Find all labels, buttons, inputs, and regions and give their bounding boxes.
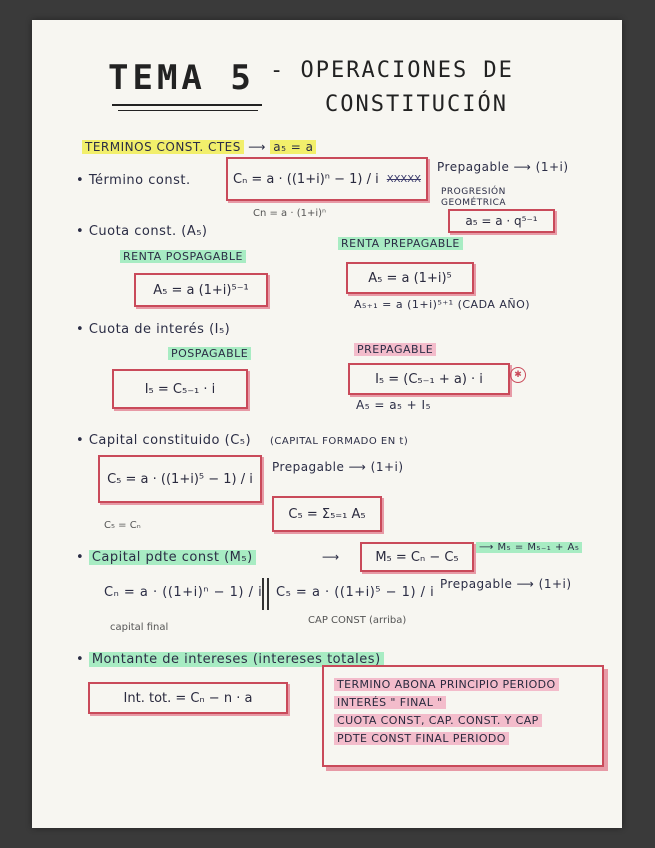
progresion-box	[448, 209, 555, 233]
montante-label: Montante de intereses (intereses totales)	[89, 652, 384, 667]
interes-pospagable-formula: I₅ = C₅₋₁ · i	[144, 381, 216, 397]
star-mark: ✱	[510, 367, 526, 383]
terms-formula: a₅ = a	[270, 140, 316, 154]
summary-line-4: PDTE CONST FINAL PERIODO	[334, 732, 509, 745]
progresion-formula: a₅ = a · q⁵⁻¹	[465, 214, 538, 228]
interes-extra: A₅ = a₅ + I₅	[356, 398, 431, 412]
termino-const-label: • Término const.	[76, 173, 191, 188]
montante-formula: Int. tot. = Cₙ − n · a	[123, 690, 253, 706]
interes-pospagable-label: POSPAGABLE	[168, 347, 251, 360]
title-main: TEMA 5	[108, 58, 255, 98]
crossed-out-text: XXXXX	[386, 173, 421, 185]
capital-const-note: (CAPITAL FORMADO EN t)	[270, 436, 409, 447]
capital-pdte-prepagable: Prepagable ⟶ (1+i)	[440, 577, 572, 591]
capital-const-under: C₅ = Cₙ	[104, 520, 141, 531]
capital-pdte-recurrence: ⟶ M₅ = M₅₋₁ + A₅	[476, 542, 582, 553]
summary-line-3: CUOTA CONST, CAP. CONST. Y CAP	[334, 714, 542, 727]
termino-const-formula: Cₙ = a · ((1+i)ⁿ − 1) / i	[233, 171, 379, 187]
interes-prepagable-formula: I₅ = (C₅₋₁ + a) · i	[375, 371, 483, 387]
termino-const-under: Cn = a · (1+i)ⁿ	[253, 208, 327, 219]
summary-line-1: TERMINO ABONA PRINCIPIO PERIODO	[334, 678, 559, 691]
prepagable-box	[346, 262, 474, 294]
title-sub-2: CONSTITUCIÓN	[325, 92, 508, 117]
capital-const-prepagable: Prepagable ⟶ (1+i)	[272, 460, 404, 474]
c5-formula: C₅ = a · ((1+i)⁵ − 1) / i	[276, 585, 435, 600]
renta-pospagable-label: RENTA POSPAGABLE	[120, 250, 246, 263]
cn-note: capital final	[110, 622, 169, 633]
cn-formula: Cₙ = a · ((1+i)ⁿ − 1) / i	[104, 585, 263, 600]
terms-arrow: ⟶	[248, 140, 266, 154]
capital-const-label: • Capital constituido (C₅)	[76, 433, 251, 448]
capital-sum-box	[272, 496, 382, 532]
interes-prepagable-label: PREPAGABLE	[354, 343, 436, 356]
capital-pdte-arrow: ⟶	[322, 550, 340, 564]
montante-box	[88, 682, 288, 714]
terms-header-label: TERMINOS CONST. CTES	[82, 140, 244, 154]
summary-box	[322, 665, 604, 767]
cuota-const-label: • Cuota const. (A₅)	[76, 224, 208, 239]
cuota-interes-label: • Cuota de interés (I₅)	[76, 322, 230, 337]
interes-pospagable-box	[112, 369, 248, 409]
termino-const-box	[226, 157, 428, 201]
interes-prepagable-box	[348, 363, 510, 395]
prepagable-formula: A₅ = a (1+i)⁵	[368, 270, 452, 286]
double-bar-divider	[262, 578, 269, 610]
capital-sum-formula: C₅ = Σ₅₌₁ A₅	[288, 506, 366, 522]
title-underline-2	[118, 110, 258, 111]
title-sub-1: - OPERACIONES DE	[270, 58, 514, 83]
summary-line-2: INTERÉS " FINAL "	[334, 696, 446, 709]
capital-pdte-box	[360, 542, 474, 572]
c5-note: CAP CONST (arriba)	[308, 615, 407, 626]
cada-ano-formula: A₅₊₁ = a (1+i)⁵⁺¹ (CADA AÑO)	[354, 298, 531, 311]
progresion-label: PROGRESIÓN GEOMÉTRICA	[441, 187, 507, 208]
capital-const-box	[98, 455, 262, 503]
capital-pdte-formula: M₅ = Cₙ − C₅	[375, 549, 459, 565]
termino-const-prepagable: Prepagable ⟶ (1+i)	[437, 160, 569, 174]
title-underline	[112, 104, 262, 106]
pospagable-formula: A₅ = a (1+i)⁵⁻¹	[153, 282, 249, 298]
capital-const-formula: C₅ = a · ((1+i)⁵ − 1) / i	[107, 471, 253, 487]
capital-pdte-label: Capital pdte const (M₅)	[89, 550, 256, 565]
renta-prepagable-label: RENTA PREPAGABLE	[338, 237, 463, 250]
pospagable-box	[134, 273, 268, 307]
